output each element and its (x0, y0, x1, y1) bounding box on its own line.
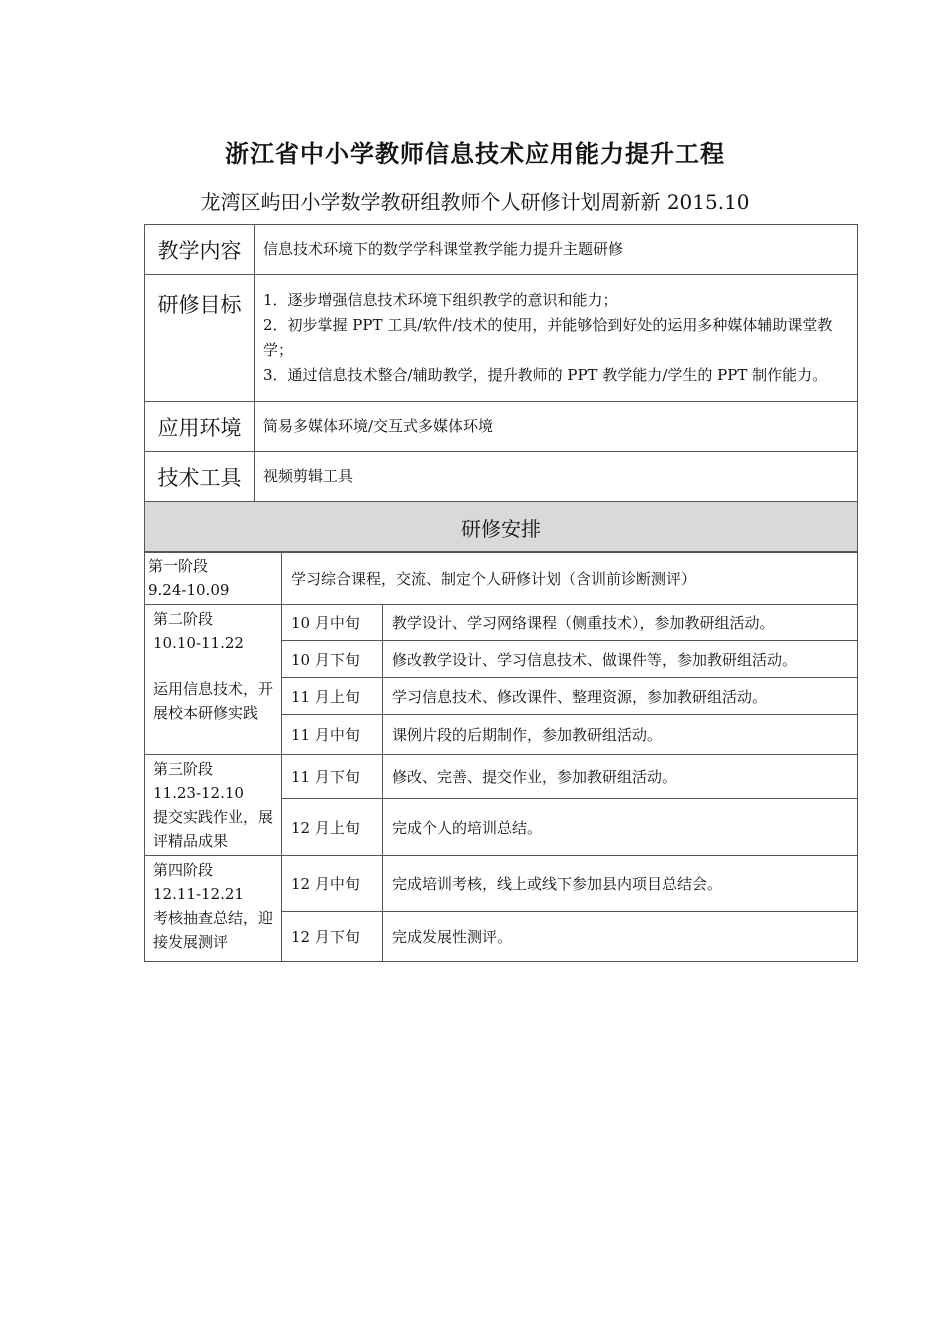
info-label: 应用环境 (145, 402, 255, 452)
stage-name: 第二阶段 (153, 610, 214, 628)
task-cell: 学习信息技术、修改课件、整理资源，参加教研组活动。 (383, 678, 858, 715)
document-subtitle: 龙湾区屿田小学数学教研组教师个人研修计划周新新 2015.10 (200, 190, 750, 214)
task-cell: 修改教学设计、学习信息技术、做课件等，参加教研组活动。 (383, 641, 858, 678)
info-value: 简易多媒体环境/交互式多媒体环境 (255, 402, 858, 452)
stage-description: 提交实践作业，展评精品成果 (153, 808, 274, 850)
stage-cell (145, 755, 282, 856)
info-row-environment (145, 402, 858, 452)
stage-dates: 10.10-11.22 (153, 634, 244, 652)
stage-task: 学习综合课程，交流、制定个人研修计划（含训前诊断测评） (282, 552, 858, 605)
task-cell: 完成发展性测评。 (383, 912, 858, 962)
info-row-tools (145, 452, 858, 502)
goal-line: 1．逐步增强信息技术环境下组织教学的意识和能力； (263, 291, 618, 309)
period-cell: 11 月中旬 (282, 715, 383, 755)
stage-cell (145, 856, 282, 962)
period-cell: 12 月下旬 (282, 912, 383, 962)
goals-cell (255, 275, 858, 402)
task-cell: 课例片段的后期制作，参加教研组活动。 (383, 715, 858, 755)
schedule-table (144, 551, 858, 962)
period-cell: 10 月中旬 (282, 605, 383, 641)
schedule-header: 研修安排 (145, 502, 858, 553)
schedule-row (145, 605, 858, 641)
schedule-row (145, 755, 858, 799)
period-cell: 11 月下旬 (282, 755, 383, 799)
info-value: 信息技术环境下的数学学科课堂教学能力提升主题研修 (255, 225, 858, 275)
stage-cell (145, 552, 282, 605)
stage-name: 第三阶段 (153, 760, 214, 778)
info-row-content (145, 225, 858, 275)
goal-line: 2．初步掌握 PPT 工具/软件/技术的使用，并能够恰到好处的运用多种媒体辅助课堂教学； (263, 316, 833, 359)
info-label: 教学内容 (145, 225, 255, 275)
task-cell: 完成培训考核，线上或线下参加县内项目总结会。 (383, 856, 858, 912)
info-label: 技术工具 (145, 452, 255, 502)
period-cell: 12 月上旬 (282, 799, 383, 856)
task-cell: 完成个人的培训总结。 (383, 799, 858, 856)
stage-name: 第一阶段 (148, 557, 209, 575)
goal-line: 3．通过信息技术整合/辅助教学，提升教师的 PPT 教学能力/学生的 PPT 制作能力。 (263, 366, 828, 384)
stage-cell (145, 605, 282, 755)
info-table (144, 224, 858, 553)
stage-dates: 9.24-10.09 (148, 581, 230, 599)
schedule-header-row (145, 502, 858, 553)
stage-description: 考核抽查总结，迎接发展测评 (153, 909, 274, 951)
period-cell: 11 月上旬 (282, 678, 383, 715)
schedule-row (145, 856, 858, 912)
task-cell: 修改、完善、提交作业，参加教研组活动。 (383, 755, 858, 799)
period-cell: 10 月下旬 (282, 641, 383, 678)
stage-description: 运用信息技术，开展校本研修实践 (153, 680, 274, 722)
info-row-goals (145, 275, 858, 402)
task-cell: 教学设计、学习网络课程（侧重技术），参加教研组活动。 (383, 605, 858, 641)
stage-dates: 11.23-12.10 (153, 784, 244, 802)
period-cell: 12 月中旬 (282, 856, 383, 912)
stage-1-row (145, 552, 858, 605)
stage-dates: 12.11-12.21 (153, 885, 244, 903)
stage-name: 第四阶段 (153, 861, 214, 879)
info-label: 研修目标 (145, 275, 255, 402)
document-title: 浙江省中小学教师信息技术应用能力提升工程 (225, 139, 725, 168)
info-value: 视频剪辑工具 (255, 452, 858, 502)
